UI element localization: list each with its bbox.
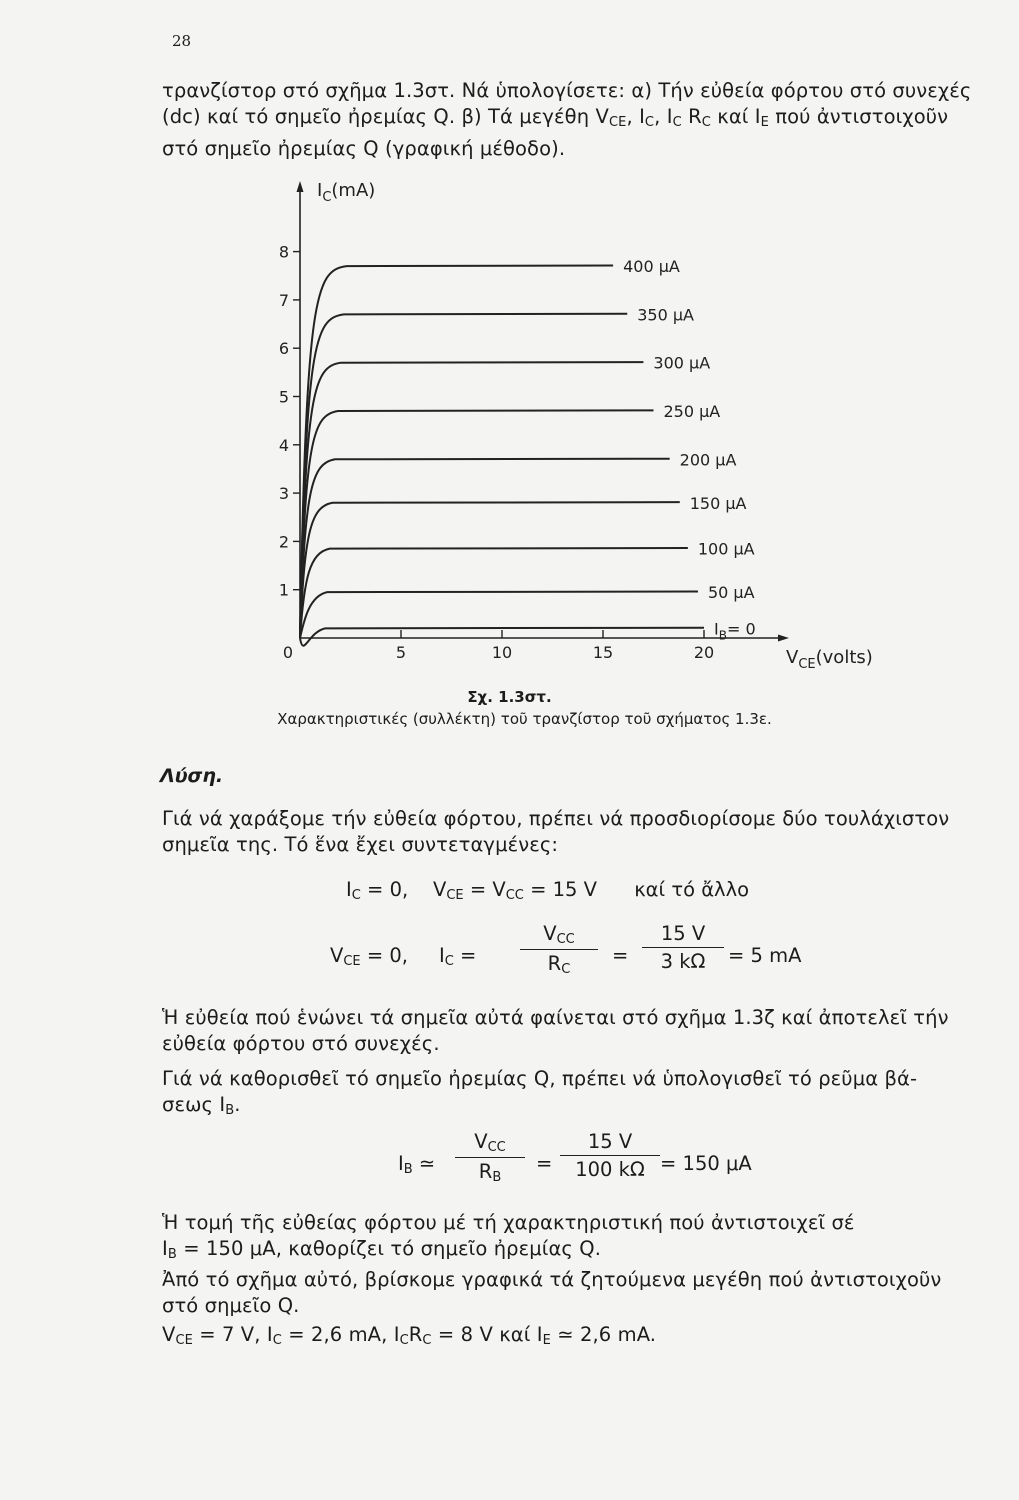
page-number: 28 — [172, 32, 192, 50]
equation-2-fraction-2: $\frac{15 V}{3 k\Omega}$ — [642, 922, 724, 973]
p3-line-2: σεως $I_B$. — [162, 1093, 241, 1118]
equation-3-left: $I_B$ ≃ — [398, 1152, 436, 1177]
curve-label: 350 μA — [637, 305, 694, 325]
equation-2-left: $V_{CE} = 0$, $I_C$ = — [330, 944, 477, 969]
x-tick-label: 0 — [282, 643, 294, 662]
curve-5 — [300, 502, 680, 638]
p4-line-1: Ἡ τομή τῆς εὐθείας φόρτου μέ τή χαρακτηριστική πού ἀντιστοιχεῖ σέ — [162, 1211, 855, 1234]
equation-3-result: = 150 μA — [660, 1152, 752, 1175]
curve-label: 250 μA — [663, 401, 721, 421]
x-tick-label: 15 — [592, 643, 614, 662]
y-tick-label: 4 — [278, 435, 289, 455]
y-tick-label: 7 — [278, 290, 289, 310]
figure-title: Σχ. 1.3στ. — [467, 688, 552, 706]
p1-line-2: σημεῖα της. Τό ἕνα ἔχει συντεταγμένες: — [162, 833, 559, 856]
x-tick-label: 10 — [491, 643, 513, 662]
x-axis-arrow — [778, 635, 789, 642]
equation-2-equals: = — [612, 944, 629, 967]
curve-label: 200 μA — [679, 450, 737, 470]
y-tick-label: 2 — [278, 532, 289, 552]
equation-1: $I_C = 0$, $V_{CE} = V_{CC} = 15$ V καί τό ἄλλο — [346, 878, 750, 903]
p3-line-1: Γιά νά καθορισθεῖ τό σημεῖο ἠρεμίας Q, πρέπει νά ὑπολογισθεῖ τό ρεῦμα βά- — [162, 1067, 918, 1090]
collector-characteristics-chart — [0, 0, 1019, 700]
equation-3-fraction-2: $\frac{15 V}{100 k\Omega}$ — [560, 1130, 660, 1181]
p5-line-2: στό σημεῖο Q. — [162, 1294, 300, 1317]
y-ticks — [279, 243, 300, 600]
curve-label: 50 μA — [707, 583, 755, 603]
intro-line-1: τρανζίστορ στό σχῆμα 1.3στ. Νά ὑπολογίσετε: α) Τήν εὐθεία φόρτου στό συνεχές — [162, 79, 972, 102]
paragraph-1 — [162, 806, 992, 858]
curve-label: 100 μA — [697, 539, 755, 559]
equation-2-fraction-1: $V_{CC}$ $R_C$ — [520, 922, 598, 977]
x-axis-label: $V_{CE}(volts)$ — [786, 647, 873, 672]
paragraph-2 — [162, 1005, 992, 1057]
p2-line-2: εὐθεία φόρτου στό συνεχές. — [162, 1032, 440, 1055]
x-tick-label: 5 — [395, 643, 407, 662]
curve-0 — [300, 265, 613, 638]
solution-heading: Λύση. — [160, 765, 224, 787]
curve-labels — [623, 257, 756, 642]
equation-3-equals: = — [536, 1152, 553, 1175]
intro-line-3: στό σημεῖο ἠρεμίας Q (γραφική μέθοδο). — [162, 137, 566, 160]
y-tick-label: 3 — [278, 484, 289, 504]
y-axis-label: $I_C(mA)$ — [317, 180, 376, 205]
figure-caption: Χαρακτηριστικές (συλλέκτη) τοῦ τρανζίστορ τοῦ σχήματος 1.3ε. — [277, 710, 772, 728]
y-tick-label: 8 — [278, 242, 289, 262]
curve-label: 150 μA — [689, 493, 747, 513]
y-tick-label: 5 — [278, 387, 289, 407]
y-axis-arrow — [297, 181, 304, 192]
x-ticks — [283, 630, 714, 662]
equation-3-fraction-1: $V_{CC}$ $R_B$ — [455, 1130, 525, 1185]
curve-3 — [300, 410, 654, 638]
final-results: $V_{CE} = 7$ V, $I_C = 2,6$ mA, $I_CR_C = 8$ V καί $I_E$ ≃ 2,6 mA. — [162, 1323, 657, 1348]
curve-label: $I_B= 0$ — [714, 619, 756, 643]
curve-label: 300 μA — [653, 353, 711, 373]
p5-line-1: Ἀπό τό σχῆμα αὐτό, βρίσκομε γραφικά τά ζητούμενα μεγέθη πού ἀντιστοιχοῦν — [162, 1268, 942, 1291]
curve-7 — [300, 592, 698, 638]
intro-line-2: (dc) καί τό σημεῖο ἠρεμίας Q. β) Τά μεγέθη $V_{CE}$, $I_C$, $I_C$ $R_C$ καί $I_E$ πού ἀντιστοιχοῦν — [162, 105, 949, 130]
paragraph-3 — [162, 1066, 992, 1124]
p2-line-1: Ἡ εὐθεία πού ἑνώνει τά σημεῖα αὐτά φαίνεται στό σχῆμα 1.3ζ καί ἀποτελεῖ τήν — [162, 1006, 949, 1029]
p4-line-2: $I_B = 150$ μA, καθορίζει τό σημεῖο ἠρεμίας Q. — [162, 1237, 602, 1262]
y-tick-label: 1 — [278, 580, 289, 600]
equation-2-result: = 5 mA — [728, 944, 802, 967]
curve-2 — [300, 362, 643, 638]
paragraph-5 — [162, 1267, 992, 1319]
y-tick-label: 6 — [278, 339, 289, 359]
x-tick-label: 20 — [693, 643, 715, 662]
paragraph-4 — [162, 1210, 992, 1268]
curve-label: 400 μA — [623, 257, 680, 277]
p1-line-1: Γιά νά χαράξομε τήν εὐθεία φόρτου, πρέπει νά προσδιορίσομε δύο τουλάχιστον — [162, 807, 950, 830]
